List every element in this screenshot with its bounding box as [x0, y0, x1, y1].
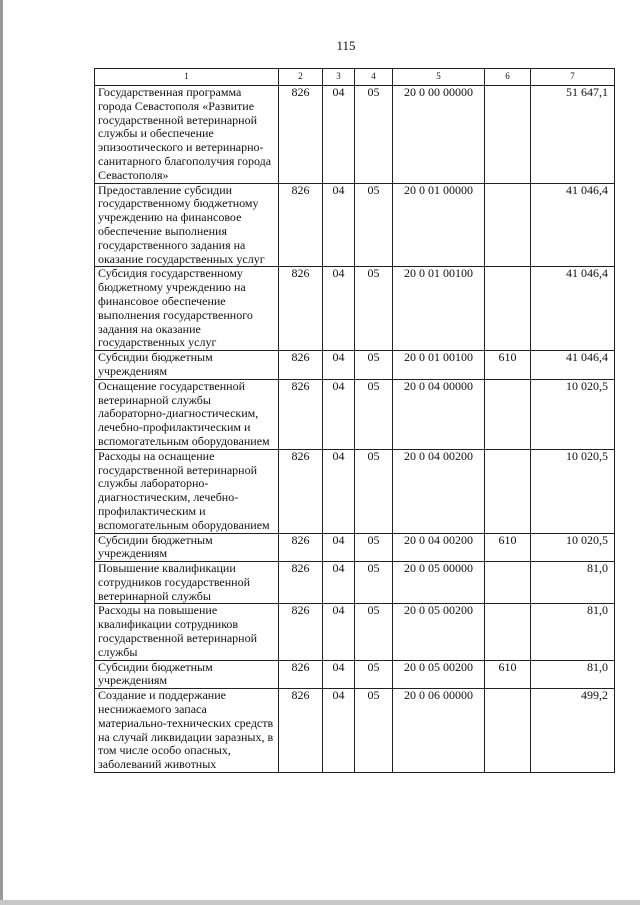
table-row: [95, 351, 615, 380]
expense-type-code: [485, 604, 531, 660]
row-description: Субсидии бюджетным учреждениям: [95, 351, 279, 380]
section-code: 04: [323, 449, 355, 533]
column-header: 5: [393, 69, 485, 86]
amount: 51 647,1: [531, 86, 615, 184]
subsection-code: 05: [355, 604, 393, 660]
grbs-code: 826: [279, 86, 323, 184]
grbs-code: 826: [279, 562, 323, 604]
target-article-code: 20 0 00 00000: [393, 86, 485, 184]
subsection-code: 05: [355, 86, 393, 184]
grbs-code: 826: [279, 604, 323, 660]
row-description: Повышение квалификации сотрудников государственной ветеринарной службы: [95, 562, 279, 604]
expense-type-code: 610: [485, 351, 531, 380]
target-article-code: 20 0 01 00100: [393, 351, 485, 380]
expense-type-code: [485, 267, 531, 351]
amount: 41 046,4: [531, 267, 615, 351]
column-header: 2: [279, 69, 323, 86]
column-header: 6: [485, 69, 531, 86]
target-article-code: 20 0 05 00200: [393, 604, 485, 660]
amount: 10 020,5: [531, 533, 615, 562]
expense-type-code: [485, 449, 531, 533]
subsection-code: 05: [355, 379, 393, 449]
expense-type-code: 610: [485, 660, 531, 689]
amount: 499,2: [531, 689, 615, 773]
table-row: [95, 267, 615, 351]
target-article-code: 20 0 05 00200: [393, 660, 485, 689]
section-code: 04: [323, 379, 355, 449]
expense-type-code: [485, 86, 531, 184]
row-description: Государственная программа города Севастополя «Развитие государственной ветеринарной службы и обеспечение эпизоотического и ветеринарно-санитарного благополучия города Севастополя»: [95, 86, 279, 184]
amount: 10 020,5: [531, 379, 615, 449]
section-code: 04: [323, 562, 355, 604]
table-row: [95, 533, 615, 562]
page-edge: [0, 0, 3, 905]
column-header: 4: [355, 69, 393, 86]
target-article-code: 20 0 04 00200: [393, 449, 485, 533]
table-header-row: [95, 69, 615, 86]
target-article-code: 20 0 05 00000: [393, 562, 485, 604]
section-code: 04: [323, 86, 355, 184]
target-article-code: 20 0 01 00100: [393, 267, 485, 351]
section-code: 04: [323, 660, 355, 689]
subsection-code: 05: [355, 351, 393, 380]
row-description: Субсидия государственному бюджетному учреждению на финансовое обеспечение выполнения государственного задания на оказание государственных услуг: [95, 267, 279, 351]
amount: 81,0: [531, 604, 615, 660]
row-description: Предоставление субсидии государственному бюджетному учреждению на финансовое обеспечение выполнения государственного задания на оказание государственных услуг: [95, 183, 279, 267]
section-code: 04: [323, 351, 355, 380]
grbs-code: 826: [279, 449, 323, 533]
row-description: Создание и поддержание неснижаемого запаса материально-технических средств на случай ликвидации заразных, в том числе особо опасных, заболеваний животных: [95, 689, 279, 773]
table-row: [95, 449, 615, 533]
section-code: 04: [323, 604, 355, 660]
subsection-code: 05: [355, 660, 393, 689]
column-header: 7: [531, 69, 615, 86]
section-code: 04: [323, 183, 355, 267]
row-description: Субсидии бюджетным учреждениям: [95, 533, 279, 562]
grbs-code: 826: [279, 533, 323, 562]
subsection-code: 05: [355, 267, 393, 351]
grbs-code: 826: [279, 183, 323, 267]
table-row: [95, 660, 615, 689]
expense-type-code: [485, 562, 531, 604]
grbs-code: 826: [279, 689, 323, 773]
expense-type-code: [485, 183, 531, 267]
table-row: [95, 379, 615, 449]
column-header: 1: [95, 69, 279, 86]
grbs-code: 826: [279, 379, 323, 449]
expense-type-code: 610: [485, 533, 531, 562]
table-row: [95, 183, 615, 267]
subsection-code: 05: [355, 183, 393, 267]
subsection-code: 05: [355, 689, 393, 773]
subsection-code: 05: [355, 449, 393, 533]
expense-type-code: [485, 689, 531, 773]
column-header: 3: [323, 69, 355, 86]
table-row: [95, 86, 615, 184]
expense-type-code: [485, 379, 531, 449]
grbs-code: 826: [279, 267, 323, 351]
row-description: Оснащение государственной ветеринарной службы лабораторно-диагностическим, лечебно-профилактическим и вспомогательным оборудованием: [95, 379, 279, 449]
row-description: Субсидии бюджетным учреждениям: [95, 660, 279, 689]
target-article-code: 20 0 01 00000: [393, 183, 485, 267]
amount: 81,0: [531, 660, 615, 689]
target-article-code: 20 0 04 00200: [393, 533, 485, 562]
subsection-code: 05: [355, 562, 393, 604]
target-article-code: 20 0 06 00000: [393, 689, 485, 773]
budget-table: [94, 68, 615, 773]
section-code: 04: [323, 533, 355, 562]
subsection-code: 05: [355, 533, 393, 562]
table-row: [95, 604, 615, 660]
section-code: 04: [323, 689, 355, 773]
amount: 41 046,4: [531, 351, 615, 380]
table-row: [95, 689, 615, 773]
table-row: [95, 562, 615, 604]
amount: 81,0: [531, 562, 615, 604]
page-bottom-edge: [0, 900, 640, 905]
amount: 41 046,4: [531, 183, 615, 267]
section-code: 04: [323, 267, 355, 351]
grbs-code: 826: [279, 351, 323, 380]
row-description: Расходы на повышение квалификации сотрудников государственной ветеринарной службы: [95, 604, 279, 660]
target-article-code: 20 0 04 00000: [393, 379, 485, 449]
page-number: 115: [336, 38, 356, 53]
table-body: [95, 86, 615, 773]
grbs-code: 826: [279, 660, 323, 689]
amount: 10 020,5: [531, 449, 615, 533]
row-description: Расходы на оснащение государственной ветеринарной службы лабораторно-диагностическим, лечебно-профилактическим и вспомогательным оборудованием: [95, 449, 279, 533]
